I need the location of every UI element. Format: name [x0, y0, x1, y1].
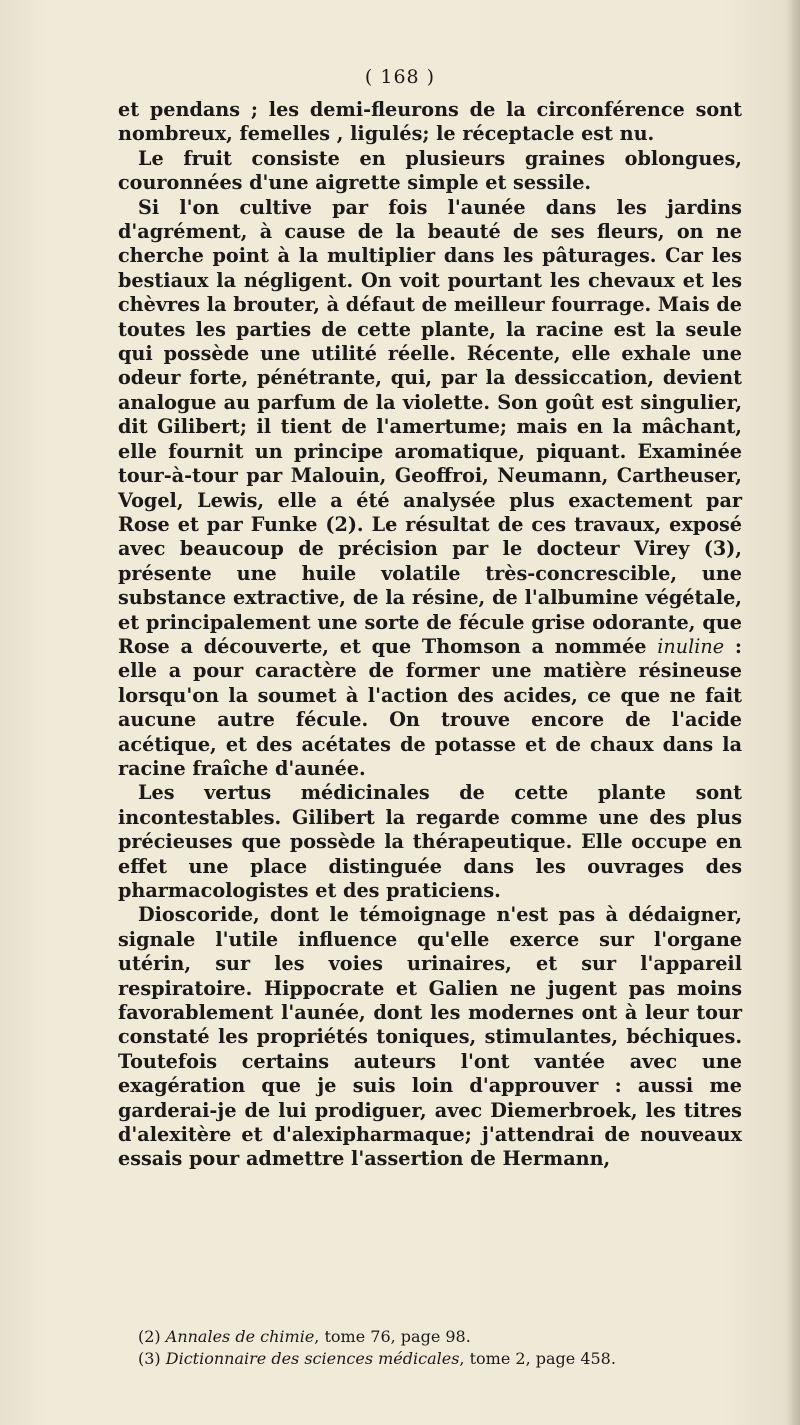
- page-edge-shadow: [786, 0, 800, 1425]
- paragraph-4: Les vertus médicinales de cette plante sont incontestables. Gilibert la regarde comme une des plus précieuses que possède la thérapeutique. Elle occupe en effet une place distinguée dans les ouvrages des pharmacologistes et des praticiens.: [118, 781, 742, 902]
- footnote-3-title: Dictionnaire des sciences médicales: [165, 1349, 460, 1368]
- footnote-2-mark: (2): [138, 1327, 161, 1346]
- paragraph-3-text-b: : elle a pour caractère de former une matière résineuse lorsqu'on la soumet à l'action des acides, ce que ne fait aucune autre fécule. On trouve encore de l'acide acétique, et des acétates de potasse et de chaux dans la racine fraîche d'aunée.: [118, 634, 742, 780]
- paragraph-3: [118, 196, 742, 782]
- paragraph-3-text-a: Si l'on cultive par fois l'aunée dans les jardins d'agrément, à cause de la beauté de ses fleurs, on ne cherche point à la multiplier dans les pâturages. Car les bestiaux la négligent. On voit pourtant les chevaux et les chèvres la brouter, à défaut de meilleur fourrage. Mais de toutes les parties de cette plante, la racine est la seule qui possède une utilité réelle. Récente, elle exhale une odeur forte, pénétrante, qui, par la dessiccation, devient analogue au parfum de la violette. Son goût est singulier, dit Gilibert; il tient de l'amertume; mais en la mâchant, elle fournit un principe aromatique, piquant. Examinée tour-à-tour par Malouin, Geoffroi, Neumann, Cartheuser, Vogel, Lewis, elle a été analysée plus exactement par Rose et par Funke (2). Le résultat de ces travaux, exposé avec beaucoup de précision par le docteur Virey (3), présente une huile volatile très-concrescible, une substance extractive, de la résine, de l'albumine végétale, et principalement une sorte de fécule grise odorante, que Rose a découverte, et que Thomson a nommée: [118, 195, 742, 658]
- footnote-3-mark: (3): [138, 1349, 161, 1368]
- body-text: [118, 98, 742, 1172]
- paragraph-1: et pendans ; les demi-fleurons de la circonférence sont nombreux, femelles , ligulés; le réceptacle est nu.: [118, 98, 742, 146]
- footnotes: [138, 1326, 698, 1370]
- inuline-term: inuline: [657, 634, 725, 658]
- footnote-2-ref: , tome 76, page 98.: [314, 1327, 471, 1346]
- page-number-header: ( 168 ): [364, 66, 436, 88]
- footnote-3: [138, 1348, 698, 1370]
- paragraph-2: Le fruit consiste en plusieurs graines oblongues, couronnées d'une aigrette simple et sessile.: [118, 146, 742, 195]
- footnote-3-ref: , tome 2, page 458.: [459, 1349, 616, 1368]
- paragraph-5: Dioscoride, dont le témoignage n'est pas à dédaigner, signale l'utile influence qu'elle exerce sur l'organe utérin, sur les voies urinaires, et sur l'appareil respiratoire. Hippocrate et Galien ne jugent pas moins favorablement l'aunée, dont les modernes ont à leur tour constaté les propriétés toniques, stimulantes, béchiques. Toutefois certains auteurs l'ont vantée avec une exagération que je suis loin d'approuver : aussi me garderai-je de lui prodiguer, avec Diemerbroek, les titres d'alexitère et d'alexipharmaque; j'attendrai de nouveaux essais pour admettre l'assertion de Hermann,: [118, 903, 742, 1171]
- footnote-2: [138, 1326, 698, 1348]
- footnote-2-title: Annales de chimie: [165, 1327, 315, 1346]
